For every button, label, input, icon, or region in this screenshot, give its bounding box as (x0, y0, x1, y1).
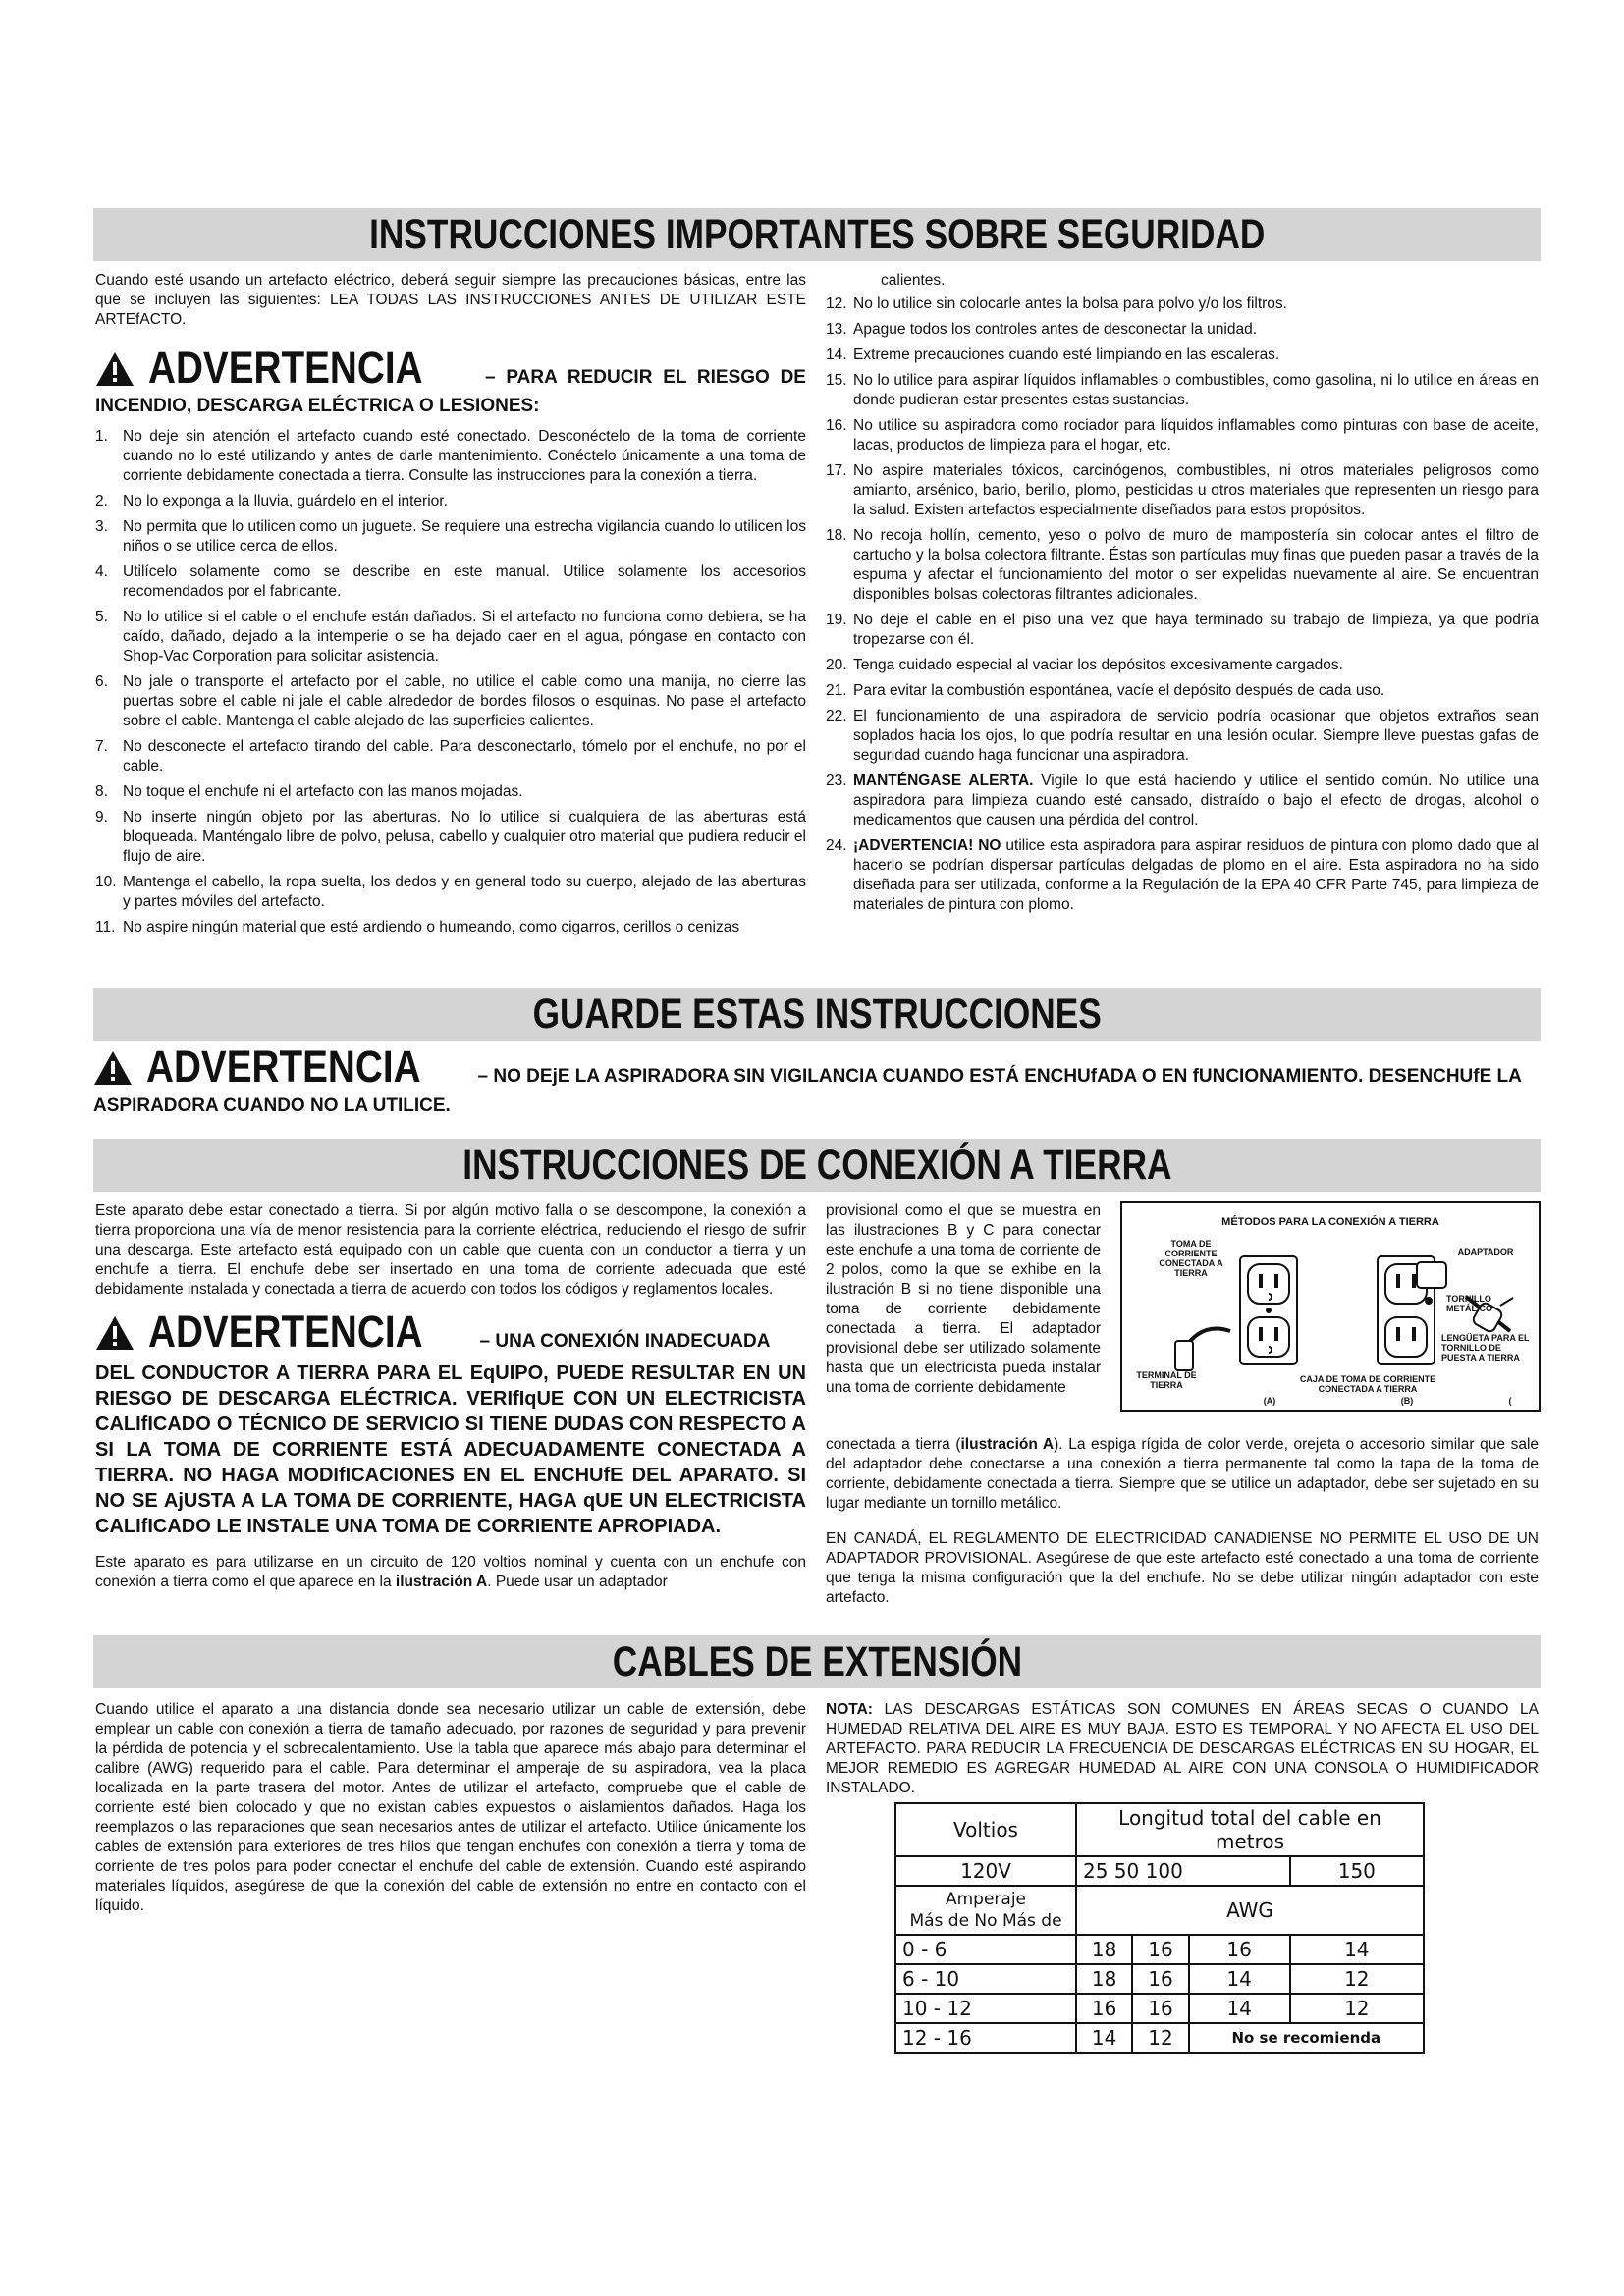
safety-item (826, 656, 1539, 675)
label-c: ( (1508, 1396, 1512, 1406)
label-lengueta: LENGÜETA PARA EL TORNILLO DE PUESTA A TIERRA (1441, 1333, 1530, 1362)
warning-triangle-icon (95, 1311, 135, 1361)
item-number: 7. (95, 738, 108, 755)
cell-150: 150 (1290, 1856, 1424, 1886)
item-number: 23. (826, 773, 847, 789)
label-tornillo: TORNILLO METÁLICO (1446, 1294, 1492, 1313)
section-title-grounding: INSTRUCCIONES DE CONEXIÓN A TIERRA (93, 1139, 1541, 1192)
safety-item (95, 427, 806, 486)
item-text: Utilícelo solamente como se describe en este manual. Utilice solamente los accesorios recomendados por el fabricante. (123, 563, 806, 600)
safety-item (95, 608, 806, 667)
item-number: 18. (826, 527, 847, 544)
awg-cell: 6 - 10 (895, 1964, 1076, 1994)
item-text: utilice esta aspiradora para aspirar residuos de pintura con plomo dado que al hacerlo se podrían dispersar partículas delgadas de plomo en el aire. Esta aspiradora no ha sido diseñada para ser utilizada, conforme a la Regulación de la EPA 40 CFR Parte 745, para limpieza de materiales de pintura con plomo. (853, 837, 1539, 913)
item-text: No recoja hollín, cemento, yeso o polvo de muro de mampostería sin colocar antes el filtro de cartucho y la bolsa colectora filtrante. Éstas son partículas muy finas que pueden pasar a través de la espuma y afectar el funcionamiento del motor o ser expelidas nuevamente al aire. Se encuentran disponibles bolsas colectoras filtrantes adicionales. (853, 527, 1539, 603)
item-text: Mantenga el cabello, la ropa suelta, los dedos y en general todo su cuerpo, alejado de las aberturas y partes móviles del artefacto. (123, 874, 806, 910)
awg-cell: 10 - 12 (895, 1994, 1076, 2023)
awg-table (894, 1802, 1425, 2054)
label-caja: CAJA DE TOMA DE CORRIENTE CONECTADA A TIERRA (1299, 1374, 1436, 1394)
item-text: No jale o transporte el artefacto por el cable, no utilice el cable como una manija, no cierre las puertas sobre el cable ni jale el cable alrededor de bordes filosos o esquinas. No pase el artefacto sobre el cable. Mantenga el cable alejado de las superficies calientes. (123, 673, 806, 729)
awg-cell: 14 (1189, 1994, 1290, 2023)
warning-triangle-icon (95, 347, 135, 397)
item-emphasis: ¡ADVERTENCIA! NO (853, 837, 1001, 854)
cell-amperaje: Amperaje Más de No Más de (895, 1886, 1076, 1935)
safety-item (826, 461, 1539, 520)
item-text: Tenga cuidado especial al vaciar los depósitos excesivamente cargados. (853, 657, 1343, 673)
diagram-title: MÉTODOS PARA LA CONEXIÓN A TIERRA (1221, 1216, 1439, 1228)
label-terminal: TERMINAL DE TIERRA (1136, 1370, 1197, 1390)
awg-cell: 12 (1290, 1994, 1424, 2023)
item-number: 11. (95, 919, 116, 935)
warning-tail: – UNA CONEXIÓN INADECUADA (479, 1331, 771, 1352)
item-number: 13. (826, 321, 847, 338)
item-number: 9. (95, 809, 108, 826)
safety-right-column (826, 271, 1539, 921)
item-number: 20. (826, 657, 847, 673)
grounding-narrow-column (826, 1201, 1101, 1398)
item-text: No deje el cable en el piso una vez que haya terminado su trabajo de limpieza, ya que podría tropezarse con él. (853, 612, 1539, 648)
grounding-paragraph: Este aparato debe estar conectado a tierra. Si por algún motivo falla o se descompone, la conexión a tierra proporciona una vía de menor resistencia para la corriente eléctrica, reduciendo el riesgo de sufrir una descarga. Este artefacto está equipado con un cable que cuenta con un conductor a tierra y un enchufe a tierra. El enchufe debe ser insertado en una toma de corriente adecuada que esté debidamente instalada y conectada a tierra de acuerdo con todos los códigos y reglamentos locales. (95, 1202, 806, 1298)
awg-rows (895, 1935, 1424, 2053)
item-number: 5. (95, 609, 108, 625)
circuit-paragraph: Este aparato es para utilizarse en un circuito de 120 voltios nominal y cuenta con un enchufe con conexión a tierra como el que aparece en la ilustración A. Puede usar un adaptador (95, 1554, 806, 1590)
safety-left-column (95, 271, 806, 943)
item-number: 12. (826, 295, 847, 312)
item-text: No toque el enchufe ni el artefacto con las manos mojadas. (123, 783, 523, 800)
th-voltios: Voltios (895, 1803, 1076, 1856)
warning-word: ADVERTENCIA (148, 343, 423, 393)
section-title-safety: INSTRUCCIONES IMPORTANTES SOBRE SEGURIDAD (93, 208, 1541, 261)
item-number: 2. (95, 493, 108, 509)
safety-item (95, 873, 806, 912)
safety-item (826, 707, 1539, 766)
item-text: No aspire ningún material que esté ardiendo o humeando, como cigarros, cerillos o cenizas (123, 919, 740, 935)
label-toma: TOMA DE CORRIENTE CONECTADA A TIERRA (1159, 1239, 1223, 1278)
item-text: No aspire materiales tóxicos, carcinógenos, combustibles, ni otros materiales peligrosos como amianto, arsénico, bario, berilio, plomo, pesticidas u otros materiales que representen un riesgo para la salud. Existen artefactos especialmente diseñados para estos propósitos. (853, 462, 1539, 518)
safety-intro: Cuando esté usando un artefacto eléctrico, deberá seguir siempre las precauciones básicas, entre las que se incluyen las siguientes: LEA TODAS LAS INSTRUCCIONES ANTES DE UTILIZAR ESTE ARTEfACTO. (95, 272, 806, 328)
cell-lengths: 25 50 100 (1076, 1856, 1290, 1886)
item-number: 17. (826, 462, 847, 479)
awg-cell: 12 (1290, 1964, 1424, 1994)
awg-cell: 18 (1076, 1935, 1132, 1964)
awg-cell: 12 (1132, 2023, 1188, 2053)
safety-list-left (95, 427, 806, 937)
item-number: 16. (826, 417, 847, 434)
warning-word: ADVERTENCIA (148, 1307, 423, 1357)
item-text: No deje sin atención el artefacto cuando esté conectado. Desconéctelo de la toma de corriente cuando no lo esté utilizando y antes de darle mantenimiento. Conéctelo únicamente a una toma de corriente debidamente conectada a tierra. Consulte las instrucciones para la conexión a tierra. (123, 428, 806, 484)
safety-item (826, 371, 1539, 410)
item-emphasis: MANTÉNGASE ALERTA. (853, 773, 1034, 789)
safety-item (95, 517, 806, 557)
safety-item (826, 346, 1539, 365)
label-b: (B) (1400, 1396, 1414, 1406)
awg-cell: 14 (1290, 1935, 1424, 1964)
safety-item (826, 772, 1539, 830)
awg-cell: 16 (1076, 1994, 1132, 2023)
warning-triangle-icon (93, 1046, 133, 1095)
safety-item (826, 681, 1539, 701)
unattended-warning (93, 1042, 1541, 1117)
item-text: No desconecte el artefacto tirando del cable. Para desconectarlo, tómelo por el enchufe, no por el cable. (123, 738, 806, 774)
safety-item (826, 416, 1539, 455)
canada-paragraph: EN CANADÁ, EL REGLAMENTO DE ELECTRICIDAD CANADIENSE NO PERMITE EL USO DE UN ADAPTADOR PROVISIONAL. Asegúrese de que este artefacto esté conectado a una toma de corriente que tenga la misma configuración que la del enchufe. No se debe utilizar ningún adaptador con este artefacto. (826, 1530, 1539, 1606)
awg-row (895, 1994, 1424, 2023)
item-number: 22. (826, 708, 847, 724)
item-text: No utilice su aspiradora como rociador para líquidos inflamables como pinturas con base de aceite, lacas, productos de limpieza para el hogar, etc. (853, 417, 1539, 454)
safety-item (95, 782, 806, 802)
safety-item (826, 526, 1539, 605)
item-text: Apague todos los controles antes de desconectar la unidad. (853, 321, 1258, 338)
item-text: No lo exponga a la lluvia, guárdelo en el interior. (123, 493, 448, 509)
item-text: El funcionamiento de una aspiradora de servicio podría ocasionar que objetos extraños sean soplados hacia los ojos, lo que podría resultar en una lesión ocular. Siempre lleve puestas gafas de seguridad cuando haga funcionar una aspiradora. (853, 708, 1539, 764)
label-adaptador: ADAPTADOR (1457, 1247, 1514, 1256)
awg-cell: 16 (1132, 1964, 1188, 1994)
item-text: No lo utilice si el cable o el enchufe están dañados. Si el artefacto no funciona como debiera, se ha caído, dañado, dejado a la intemperie o se ha dejado caer en el agua, póngase en contacto con Shop-Vac Corporation para solicitar asistencia. (123, 609, 806, 665)
awg-row (895, 1935, 1424, 1964)
warning-word: ADVERTENCIA (146, 1041, 421, 1092)
awg-cell: 0 - 6 (895, 1935, 1076, 1964)
item-text: Para evitar la combustión espontánea, vacíe el depósito después de cada uso. (853, 682, 1385, 699)
grounding-warning (95, 1308, 806, 1361)
safety-list-right (826, 294, 1539, 915)
item-number: 15. (826, 372, 847, 389)
item-text: No lo utilice para aspirar líquidos inflamables o combustibles, como gasolina, ni lo utilice en áreas en donde pudieran estar presentes estas sustancias. (853, 372, 1539, 408)
grounding-warning-body: DEL CONDUCTOR A TIERRA PARA EL EqUIPO, PUEDE RESULTAR EN UN RIESGO DE DESCARGA ELÉCTRICA. VERIfIqUE CON UN ELECTRICISTA CALIfICADO O TÉCNICO DE SERVICIO SI TIENE DUDAS CON RESPECTO A SI LA TOMA DE CORRIENTE ESTÁ ADECUADAMENTE CONECTADA A TIERRA. NO HAGA MODIfICACIONES EN EL ENCHUfE DEL APARATO. SI NO SE AjUSTA A LA TOMA DE CORRIENTE, HAGA qUE UN ELECTRICISTA CALIfICADO LE INSTALE UNA TOMA DE CORRIENTE APROPIADA. (95, 1362, 806, 1537)
safety-item (95, 492, 806, 511)
awg-row (895, 1964, 1424, 1994)
awg-cell: 18 (1076, 1964, 1132, 1994)
cell-120v: 120V (895, 1856, 1076, 1886)
item-number: 8. (95, 783, 108, 800)
safety-item (95, 672, 806, 731)
item-text: No lo utilice sin colocarle antes la bolsa para polvo y/o los filtros. (853, 295, 1287, 312)
section-title-save: GUARDE ESTAS INSTRUCCIONES (93, 988, 1541, 1041)
adapter-paragraph: provisional como el que se muestra en las ilustraciones B y C para conectar este enchufe a una toma de corriente de 2 polos, como la que se exhibe en la ilustración B si no tiene disponible una toma de corriente debidamente conectada a tierra. El adaptador provisional debe ser utilizado solamente hasta que un electricista pueda instalar una toma de corriente debidamente (826, 1202, 1101, 1396)
awg-cell: 16 (1189, 1935, 1290, 1964)
awg-cell: 16 (1132, 1994, 1188, 2023)
awg-cell: 14 (1189, 1964, 1290, 1994)
awg-cell: No se recomienda (1189, 2023, 1424, 2053)
adapter-continued: conectada a tierra (ilustración A). La espiga rígida de color verde, orejeta o accesorio similar que sale del adaptador debe conectarse a una conexión a tierra permanente tal como la tapa de la toma de corriente, debidamente conectada a tierra. Siempre que se utilice un adaptador, debe ser sujetado en su lugar mediante un tornillo metálico. (826, 1436, 1540, 1512)
item-number: 6. (95, 673, 108, 690)
grounding-right-column (826, 1435, 1539, 1608)
safety-item (95, 918, 806, 937)
item-text: Vigile lo que está haciendo y utilice el sentido común. No utilice una aspiradora para limpieza cuando esté cansado, distraído o bajo el efecto de drogas, alcohol o medicamentos que causen una pérdida del control. (853, 773, 1540, 828)
extension-paragraph: Cuando utilice el aparato a una distancia donde sea necesario utilizar un cable de extensión, debe emplear un cable con conexión a tierra de tamaño adecuado, por razones de seguridad y para prevenir la pérdida de potencia y el sobrecalentamiento. Use la tabla que aparece más abajo para determinar el calibre (AWG) requerido para el cable. Para determinar el amperaje de su aspiradora, vea la placa localizada en la parte trasera del motor. Antes de utilizar el artefacto, compruebe que el cable de corriente esté bien colocado y que no existan cables expuestos o aislamientos dañados. Haga los reemplazos o las reparaciones que sean necesarios antes de utilizar el artefacto. Utilice únicamente los cables de extensión para exteriores de tres hilos que tengan enchufes con conexión a tierra y toma de corriente de tres polos para poder conectar el enchufe del cable de extensión. Cuando esté aspirando materiales líquidos, asegúrese de que la conexión del cable de extensión no entre en contacto con el líquido. (95, 1701, 806, 1914)
continued-text: calientes. (881, 272, 946, 289)
item-number: 19. (826, 612, 847, 628)
item-text: No permita que lo utilicen como un juguete. Se requiere una estrecha vigilancia cuando lo utilicen los niños o se utilice cerca de ellos. (123, 518, 806, 555)
item-number: 3. (95, 518, 108, 535)
warning-tail: – NO DEjE LA ASPIRADORA SIN VIGILANCIA CUANDO ESTÁ ENCHUfADA O EN fUNCIONAMIENTO. DESENCHUfE LA ASPIRADORA CUANDO NO LA UTILICE. (93, 1066, 1522, 1116)
grounding-methods-diagram (1120, 1201, 1541, 1412)
item-number: 14. (826, 347, 847, 363)
safety-item (95, 562, 806, 602)
item-text: No inserte ningún objeto por las aberturas. No lo utilice si cualquiera de las aberturas está bloqueada. Manténgalo libre de polvo, pelusa, cabello y cualquier otro material que pudiera reducir el flujo de aire. (123, 809, 806, 865)
section-title-extension: CABLES DE EXTENSIÓN (93, 1635, 1541, 1688)
warning-block (95, 344, 806, 417)
extension-left-column (95, 1700, 806, 1916)
cell-awg: AWG (1076, 1886, 1424, 1935)
awg-cell: 12 - 16 (895, 2023, 1076, 2053)
warning-tail: – PARA REDUCIR EL RIESGO DE INCENDIO, DESCARGA ELÉCTRICA O LESIONES: (95, 367, 806, 416)
safety-item (826, 611, 1539, 650)
safety-item (826, 294, 1539, 314)
safety-item (95, 737, 806, 776)
extension-right-column (826, 1700, 1539, 1798)
grounding-left-column (95, 1201, 806, 1592)
awg-cell: 16 (1132, 1935, 1188, 1964)
awg-cell: 14 (1076, 2023, 1132, 2053)
item-number: 10. (95, 874, 117, 890)
item-number: 24. (826, 837, 847, 854)
item-text: Extreme precauciones cuando esté limpiando en las escaleras. (853, 347, 1280, 363)
awg-row (895, 2023, 1424, 2053)
safety-item (826, 836, 1539, 915)
item-number: 4. (95, 563, 108, 580)
item-number: 1. (95, 428, 108, 445)
static-note: NOTA: LAS DESCARGAS ESTÁTICAS SON COMUNES EN ÁREAS SECAS O CUANDO LA HUMEDAD RELATIVA DEL AIRE ES MUY BAJA. ESTO ES TEMPORAL Y NO AFECTA EL USO DEL ARTEFACTO. PARA REDUCIR LA FRECUENCIA DE DESCARGAS ELÉCTRICAS EN SU HOGAR, EL MEJOR REMEDIO ES AGREGAR HUMEDAD AL AIRE CON UNA CONSOLA O HUMIDIFICADOR INSTALADO. (826, 1701, 1539, 1796)
item-number: 21. (826, 682, 847, 699)
label-a: (A) (1263, 1396, 1276, 1406)
safety-item (95, 808, 806, 867)
safety-item (826, 320, 1539, 340)
th-longitud: Longitud total del cable en metros (1076, 1803, 1424, 1856)
